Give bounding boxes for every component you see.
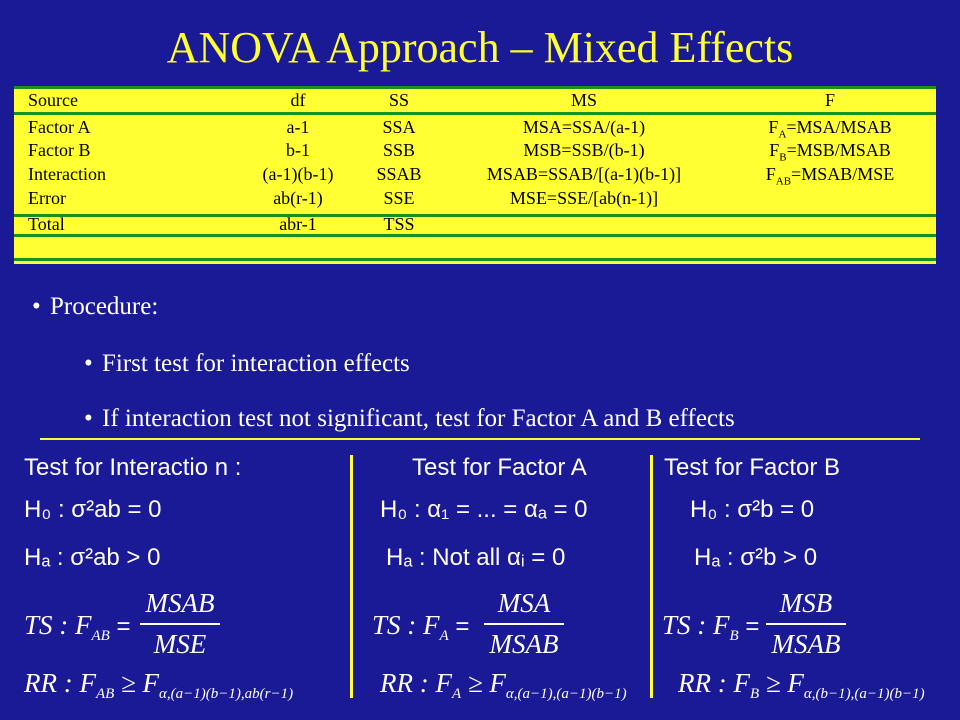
factor-b-fraction: MSB MSAB <box>766 588 846 660</box>
row-df: abr-1 <box>279 214 317 234</box>
row-ms: MSB=SSB/(b-1) <box>523 140 645 160</box>
interaction-ts: TS : $F_{AB}$ = <box>24 610 131 644</box>
row-ms: MSAB=SSAB/[(a-1)(b-1)] <box>486 164 682 184</box>
table-rule <box>14 86 936 89</box>
row-source: Factor B <box>28 140 91 160</box>
factor-a-h0: H₀ : α₁ = ... = αₐ = 0 <box>380 496 588 523</box>
factor-a-ha: Hₐ : Not all αᵢ = 0 <box>386 544 566 571</box>
column-divider <box>350 455 353 698</box>
row-df: a-1 <box>286 117 310 137</box>
interaction-heading: Test for Interactio n : <box>24 454 242 481</box>
row-ss: SSE <box>383 188 415 208</box>
interaction-fraction: MSAB MSE <box>140 588 220 660</box>
row-ms: MSA=SSA/(a-1) <box>522 117 646 137</box>
row-ss: TSS <box>383 214 415 234</box>
factor-a-heading: Test for Factor A <box>412 454 587 481</box>
header-f: F <box>824 90 835 110</box>
row-ss: SSA <box>382 117 416 137</box>
interaction-h0: H₀ : σ²ab = 0 <box>24 496 162 523</box>
factor-a-ts: TS : $F_A$ = <box>372 610 470 644</box>
procedure-step: • First test for interaction effects <box>84 350 410 377</box>
row-source: Total <box>28 214 65 234</box>
row-ss: SSB <box>382 140 416 160</box>
row-ss: SSAB <box>376 164 422 184</box>
row-df: (a-1)(b-1) <box>262 164 334 184</box>
table-rule <box>14 234 936 237</box>
anova-table <box>14 86 936 264</box>
row-source: Interaction <box>28 164 106 184</box>
header-ms: MS <box>570 90 597 110</box>
header-df: df <box>290 90 306 110</box>
row-source: Error <box>28 188 66 208</box>
factor-b-rr: RR : $F_B \ge F_{\alpha,(b-1),(a-1)(b-1)}$ <box>678 668 925 702</box>
column-divider <box>650 455 653 698</box>
row-ms: MSE=SSE/[ab(n-1)] <box>509 188 659 208</box>
header-ss: SS <box>388 90 410 110</box>
factor-b-heading: Test for Factor B <box>664 454 841 481</box>
procedure-heading: • Procedure: <box>32 293 159 320</box>
factor-b-ts: TS : $F_B$ = <box>662 610 760 644</box>
procedure-step: • If interaction test not significant, test for Factor A and B effects <box>84 405 735 432</box>
table-rule <box>14 112 936 115</box>
row-source: Factor A <box>28 117 91 137</box>
interaction-rr: RR : $F_{AB} \ge F_{\alpha,(a-1)(b-1),ab(r-1)}$ <box>24 668 294 702</box>
row-df: b-1 <box>286 140 310 160</box>
row-df: ab(r-1) <box>273 188 323 208</box>
slide-title: ANOVA Approach – Mixed Effects <box>166 23 794 72</box>
factor-a-rr: RR : $F_A \ge F_{\alpha,(a-1),(a-1)(b-1)}$ <box>380 668 627 702</box>
factor-b-h0: H₀ : σ²b = 0 <box>690 496 815 523</box>
interaction-ha: Hₐ : σ²ab > 0 <box>24 544 161 571</box>
factor-a-fraction: MSA MSAB <box>484 588 564 660</box>
table-rule <box>14 214 936 217</box>
separator-line <box>40 438 920 440</box>
header-source: Source <box>28 90 78 110</box>
row-f: $F_B=MSB$/MSAB <box>769 140 891 164</box>
factor-b-ha: Hₐ : σ²b > 0 <box>694 544 818 571</box>
row-f: $F_{AB}=MSAB$/MSE <box>765 164 895 188</box>
table-rule <box>14 258 936 261</box>
row-f: $F_A=MSA$/MSAB <box>768 117 892 141</box>
